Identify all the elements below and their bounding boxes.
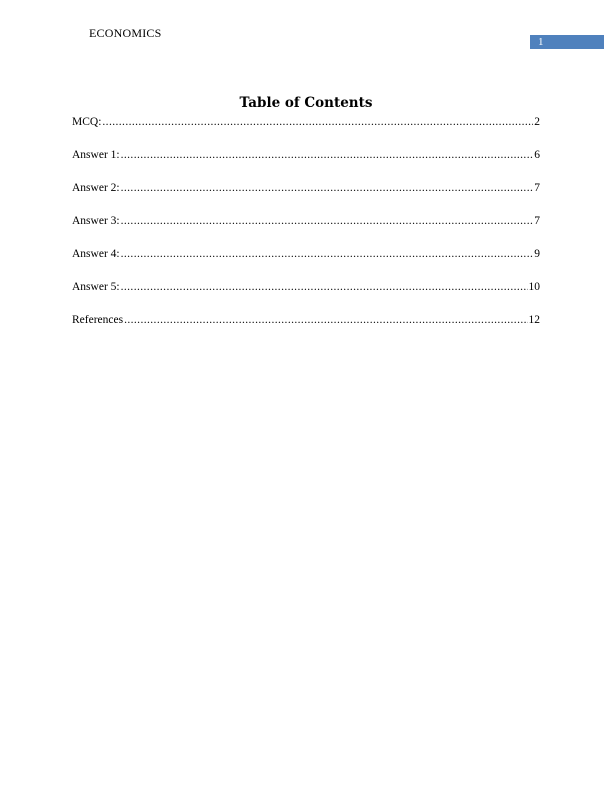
page-number: 1 bbox=[538, 36, 544, 48]
toc-entry-page: 12 bbox=[528, 314, 540, 326]
running-header: ECONOMICS bbox=[89, 26, 162, 40]
dot-leader bbox=[121, 246, 534, 262]
dot-leader bbox=[124, 312, 527, 328]
toc-entry-answer-3[interactable] bbox=[72, 213, 540, 246]
table-of-contents bbox=[72, 114, 540, 345]
toc-entry-page: 9 bbox=[534, 248, 540, 260]
toc-entry-page: 6 bbox=[534, 149, 540, 161]
dot-leader bbox=[102, 114, 533, 130]
dot-leader bbox=[121, 213, 534, 229]
toc-entry-page: 7 bbox=[534, 215, 540, 227]
page-number-badge bbox=[530, 35, 604, 49]
toc-entry-answer-1[interactable] bbox=[72, 147, 540, 180]
toc-entry-label: Answer 2: bbox=[72, 182, 120, 194]
toc-entry-mcq[interactable] bbox=[72, 114, 540, 147]
toc-entry-page: 10 bbox=[528, 281, 540, 293]
toc-entry-answer-4[interactable] bbox=[72, 246, 540, 279]
toc-entry-page: 2 bbox=[534, 116, 540, 128]
toc-heading: Table of Contents bbox=[239, 95, 373, 111]
toc-entry-label: References bbox=[72, 314, 124, 326]
toc-entry-label: Answer 3: bbox=[72, 215, 120, 227]
toc-entry-label: Answer 4: bbox=[72, 248, 120, 260]
toc-entry-page: 7 bbox=[534, 182, 540, 194]
dot-leader bbox=[121, 180, 534, 196]
toc-entry-answer-2[interactable] bbox=[72, 180, 540, 213]
dot-leader bbox=[121, 147, 534, 163]
toc-entry-answer-5[interactable] bbox=[72, 279, 540, 312]
toc-entry-label: MCQ: bbox=[72, 116, 102, 128]
toc-entry-label: Answer 1: bbox=[72, 149, 120, 161]
toc-entry-label: Answer 5: bbox=[72, 281, 120, 293]
dot-leader bbox=[121, 279, 528, 295]
toc-entry-references[interactable] bbox=[72, 312, 540, 345]
